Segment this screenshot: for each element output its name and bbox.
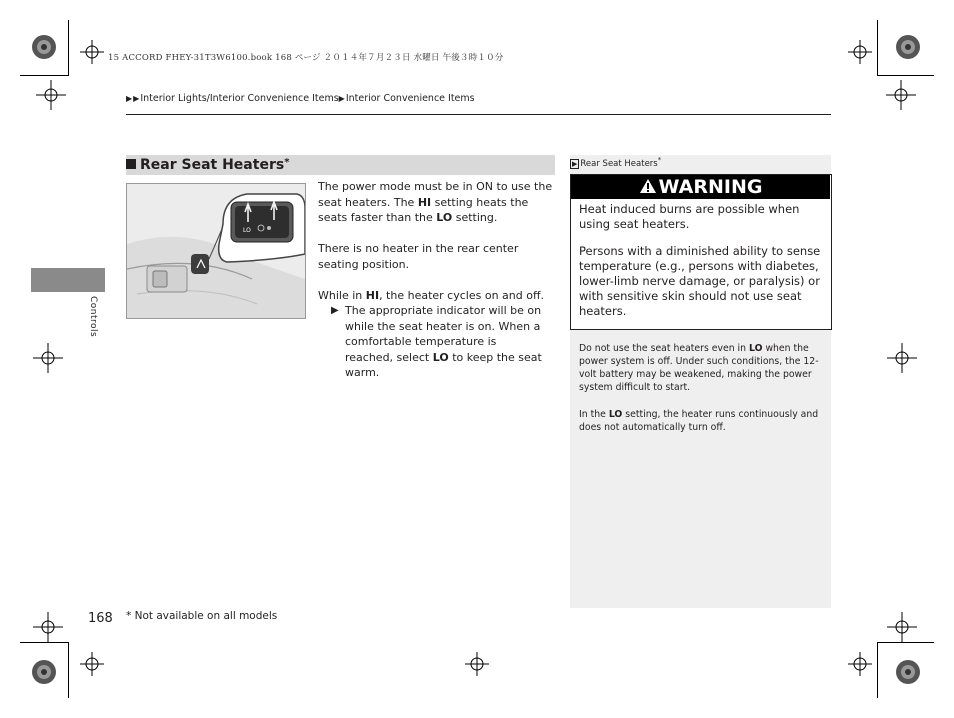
notes-reference: ▶ Rear Seat Heaters*	[572, 156, 662, 169]
breadcrumb-level-2[interactable]: Interior Convenience Items	[345, 93, 475, 104]
section-asterisk: *	[284, 157, 290, 168]
registration-target-icon	[894, 658, 922, 686]
note-paragraph-1: Do not use the seat heaters even in LO when the power system is off. Under such conditions, the 12-volt battery may be weakened, making the power system difficult to start.	[579, 343, 819, 393]
breadcrumb	[126, 93, 475, 104]
seat-heater-switch-illustration	[126, 183, 306, 319]
warning-title: WARNING	[571, 176, 830, 198]
printer-info-line: 15 ACCORD FHEY-31T3W6100.book 168 ページ ２０１４年７月２３日 水曜日 午後３時１０分	[108, 53, 504, 63]
warning-paragraph-2: Persons with a diminished ability to sense temperature (e.g., persons with diabetes, lower-limb nerve damage, or paralysis) or with sensitive skin should not use seat heaters.	[579, 244, 821, 318]
header-rule	[126, 114, 831, 115]
warning-header	[571, 175, 830, 199]
footnote: * Not available on all models	[126, 610, 278, 622]
crosshair-icon	[848, 652, 872, 676]
crosshair-icon	[887, 343, 917, 373]
warning-triangle-icon	[639, 178, 657, 194]
crosshair-icon	[33, 612, 63, 642]
section-title	[126, 157, 289, 173]
note-paragraph-2: In the LO setting, the heater runs continuously and does not automatically turn off.	[579, 409, 819, 433]
registration-target-icon	[894, 33, 922, 61]
breadcrumb-arrow-icon: ▶	[126, 94, 133, 103]
body-paragraph-2: There is no heater in the rear center seating position.	[318, 242, 519, 271]
body-paragraph-3: While in HI, the heater cycles on and off.	[318, 289, 545, 302]
crosshair-icon	[886, 80, 916, 110]
crosshair-icon	[465, 652, 489, 676]
crosshair-icon	[33, 343, 63, 373]
registration-target-icon	[30, 658, 58, 686]
body-sub-point: The appropriate indicator will be on while the seat heater is on. When a comfortable temperature is reached, select LO to keep the seat warm.	[345, 304, 542, 379]
chapter-side-tab[interactable]	[31, 268, 105, 292]
crosshair-icon	[887, 612, 917, 642]
registration-target-icon	[30, 33, 58, 61]
section-square-icon	[126, 159, 136, 169]
section-title-text: Rear Seat Heaters	[140, 157, 285, 173]
warning-paragraph-1: Heat induced burns are possible when using seat heaters.	[579, 202, 800, 231]
breadcrumb-level-1[interactable]: Interior Lights/Interior Convenience Items	[140, 93, 339, 104]
lo-indicator-label: LO	[243, 227, 251, 234]
body-paragraph-1: The power mode must be in ON to use the seat heaters. The HI setting heats the seats faster than the LO setting.	[318, 180, 553, 224]
breadcrumb-arrow-icon: ▶	[133, 94, 140, 103]
sub-point-arrow-icon: ▶	[331, 305, 339, 316]
crosshair-icon	[36, 80, 66, 110]
breadcrumb-arrow-icon: ▶	[338, 94, 345, 103]
crosshair-icon	[80, 40, 104, 64]
crosshair-icon	[848, 40, 872, 64]
page-number: 168	[88, 611, 113, 626]
reference-icon: ▶	[572, 159, 578, 168]
chapter-side-label: Controls	[88, 296, 98, 338]
crosshair-icon	[80, 652, 104, 676]
